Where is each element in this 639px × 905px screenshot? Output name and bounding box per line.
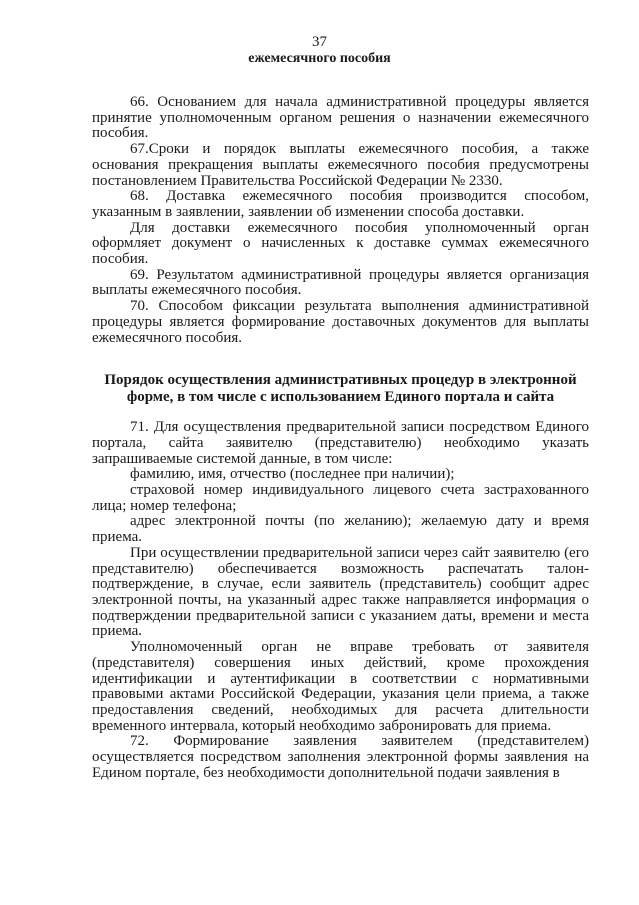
paragraph-70: 70. Способом фиксации результата выполнения административной процедуры является формирование доставочных документов для выплаты ежемесячного пособия. (92, 298, 589, 346)
paragraph-67: 67.Сроки и порядок выплаты ежемесячного пособия, а также основания прекращения выплаты ежемесячного пособия предусмотрены постановлением Правительства Российской Федерации № 2330. (92, 141, 589, 189)
document-body (92, 95, 589, 781)
continued-heading: ежемесячного пособия (248, 51, 391, 66)
section-heading-line-1: Порядок осуществления административных процедур в электронной (104, 372, 577, 389)
paragraph-71: 71. Для осуществления предварительной записи посредством Единого портала, сайта заявителю (представителю) необходимо указать запрашиваемые системой данные, в том числе: (92, 419, 589, 467)
paragraph-organ-restrictions: Уполномоченный орган не вправе требовать от заявителя (представителя) совершения иных действий, кроме прохождения идентификации и аутентификации в соответствии с нормативными правовыми актами Российской Федерации, указания цели приема, а также предоставления сведений, необходимых для расчета длительности временного интервала, который необходимо забронировать для приема. (92, 639, 589, 734)
paragraph-delivery: Для доставки ежемесячного пособия уполномоченный орган оформляет документ о начисленных к доставке суммах ежемесячного пособия. (92, 219, 589, 268)
page-number: 37 (312, 34, 327, 50)
section-heading (98, 372, 583, 406)
section-heading-line-2: форме, в том числе с использованием Единого портала и сайта (126, 389, 555, 406)
list-item-name: фамилию, имя, отчество (последнее при наличии); (130, 466, 455, 483)
list-item-email: адрес электронной почты (по желанию); желаемую дату и время приема. (92, 513, 589, 546)
paragraph-72: 72. Формирование заявления заявителем (представителем) осуществляется посредством заполнения электронной формы заявления на Едином портале, без необходимости дополнительной подачи заявления в (92, 733, 589, 781)
paragraph-69: 69. Результатом административной процедуры является организация выплаты ежемесячного пособия. (92, 266, 589, 299)
list-item-snils: страховой номер индивидуального лицевого счета застрахованного лица; номер телефона; (92, 482, 589, 514)
paragraph-site-booking: При осуществлении предварительной записи через сайт заявителю (его представителю) обеспечивается возможность распечатать талон-подтверждение, в случае, если заявитель (представитель) сообщит адрес электронной почты, на указанный адрес также направляется информация о подтверждении предварительной записи с указанием даты, времени и места приема. (92, 544, 589, 640)
paragraph-66: 66. Основанием для начала административной процедуры является принятие уполномоченным органом решения о назначении ежемесячного пособия. (92, 94, 589, 142)
paragraph-68: 68. Доставка ежемесячного пособия производится способом, указанным в заявлении, заявлении об изменении способа доставки. (92, 188, 589, 220)
